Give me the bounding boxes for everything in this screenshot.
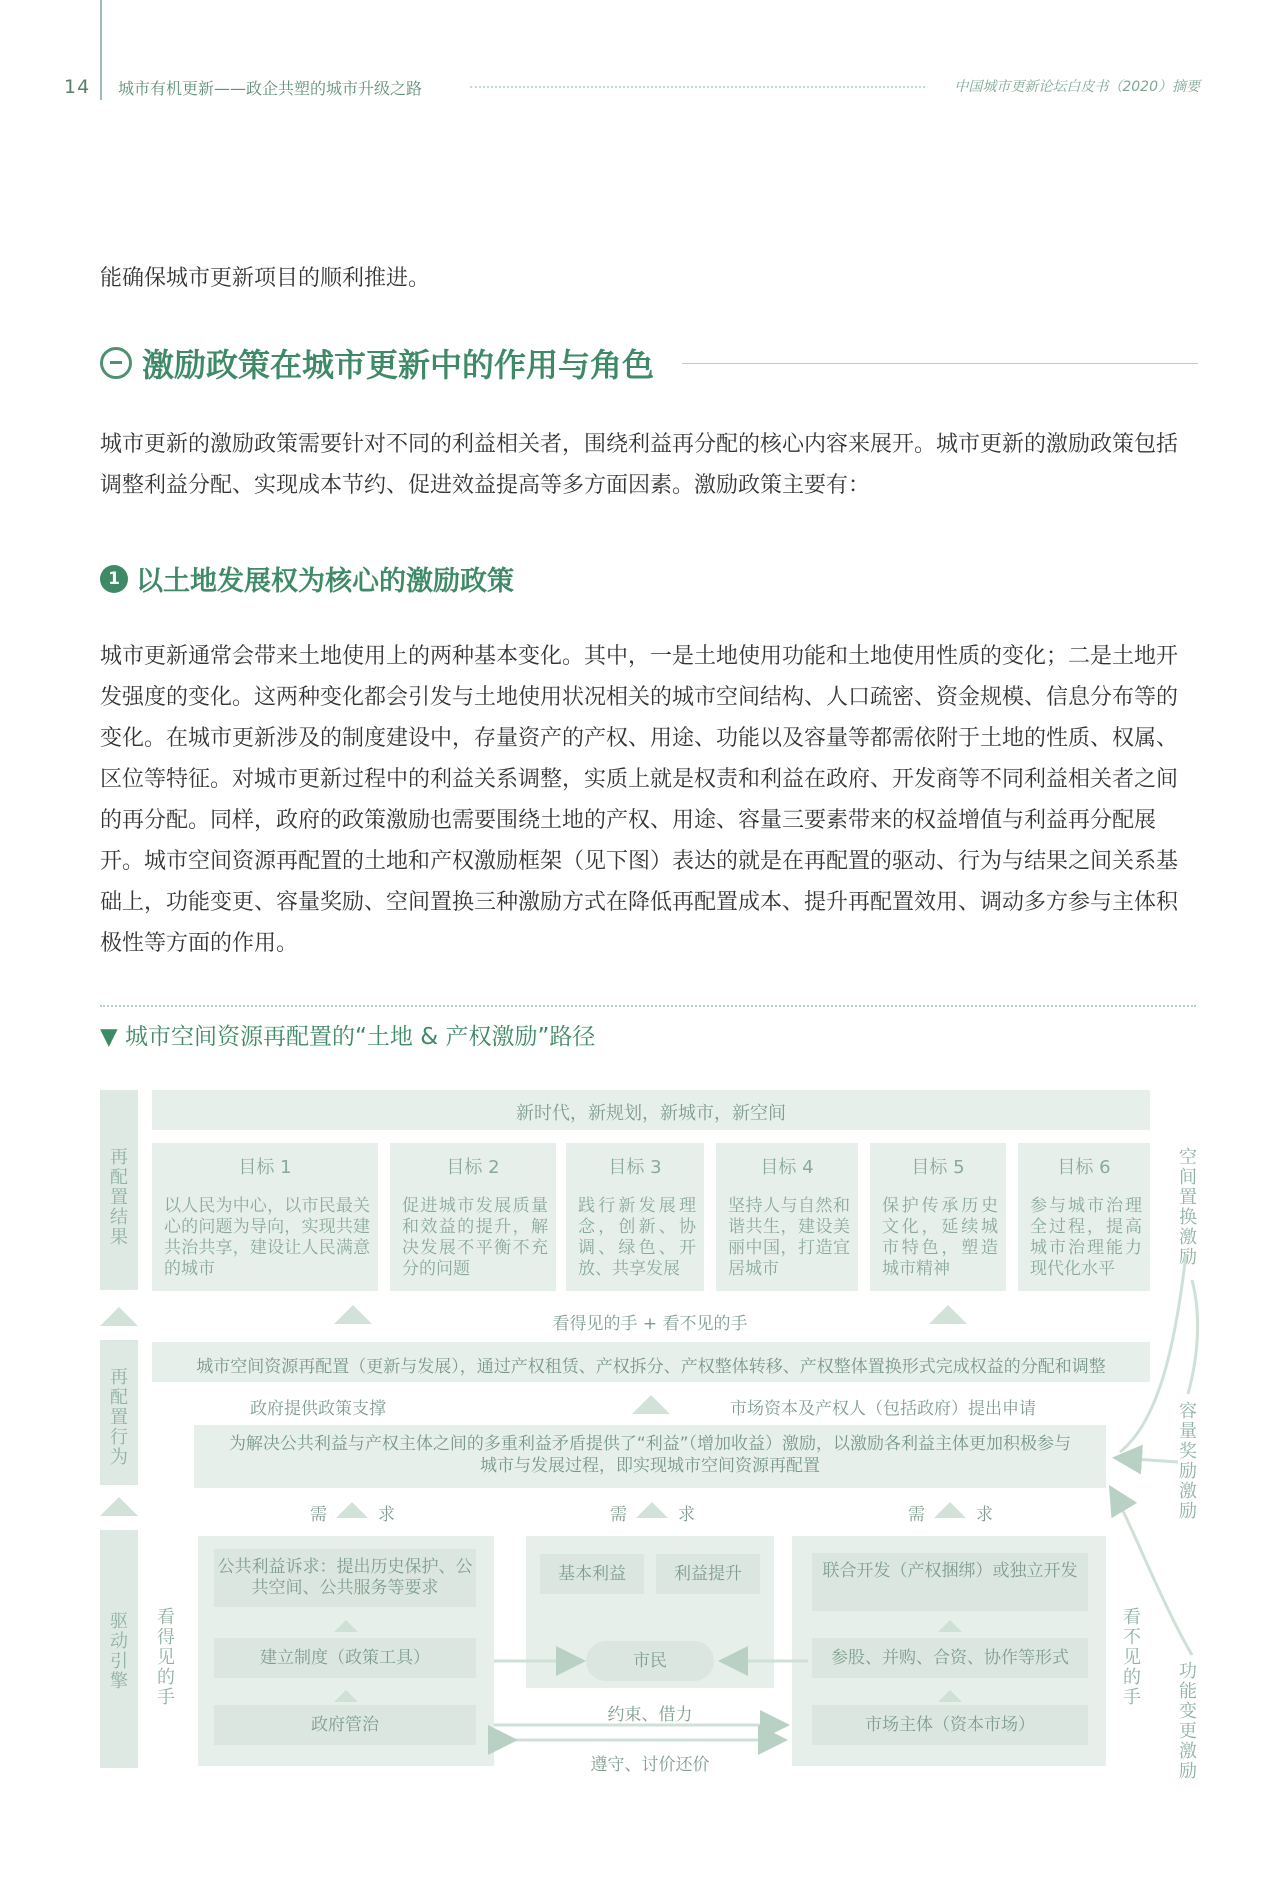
subsection-number: 1	[100, 565, 128, 593]
goal-title: 目标 5	[911, 1157, 965, 1178]
hands-row-text: 看得见的手 + 看不见的手	[552, 1314, 748, 1334]
figure-caption: ▼ 城市空间资源再配置的“土地 & 产权激励”路径	[100, 1024, 596, 1050]
need-label: 需	[310, 1505, 327, 1525]
goal-title: 目标 6	[1057, 1157, 1111, 1178]
joint-development-box: 联合开发（产权捆绑）或独立开发	[812, 1553, 1088, 1611]
visible-hand-label: 看得见的手	[157, 1607, 175, 1708]
section-intro: 城市更新的激励政策需要针对不同的利益相关者，围绕利益再分配的核心内容来展开。城市更新的激励政策包括调整利益分配、实现成本节约、促进效益提高等多方面因素。激励政策主要有：	[100, 432, 1179, 498]
label-result: 再配置结果	[110, 1147, 128, 1248]
series-title: 中国城市更新论坛白皮书（2020）摘要	[954, 79, 1200, 95]
market-apply-label: 市场资本及产权人（包括政府）提出申请	[730, 1399, 1036, 1419]
goal-title: 目标 4	[760, 1157, 814, 1178]
institution-box: 建立制度（政策工具）	[214, 1638, 476, 1678]
goal-description: 保护传承历史文化，延续城市特色，塑造城市精神	[882, 1196, 998, 1279]
running-title: 城市有机更新——政企共塑的城市升级之路	[118, 79, 423, 98]
citizen-node: 市民	[586, 1641, 714, 1681]
arrow-to-incentive	[1118, 1458, 1178, 1462]
invisible-hand-label: 看不见的手	[1123, 1607, 1141, 1708]
curve-arrow	[1120, 1254, 1186, 1452]
gov-support-label: 政府提供政策支撑	[250, 1399, 386, 1419]
subsection-title: 以土地发展权为核心的激励政策	[136, 566, 514, 597]
goal-title: 目标 1	[238, 1157, 292, 1178]
ask-label: 求	[976, 1505, 993, 1525]
comply-label: 遵守、讨价还价	[590, 1755, 710, 1775]
incentive-text: 为解决公共利益与产权主体之间的多重利益矛盾提供了“利益”（增加收益）激励，以激励各利益主体更加积极参与城市与发展过程，即实现城市空间资源再配置	[228, 1434, 1072, 1476]
need-label: 需	[908, 1505, 925, 1525]
reallocation-text: 城市空间资源再配置（更新与发展），通过产权租赁、产权拆分、产权整体转移、产权整体置换形式完成权益的分配和调整	[196, 1357, 1106, 1377]
goal-description: 促进城市发展质量和效益的提升，解决发展不平衡不充分的问题	[402, 1196, 548, 1279]
top-banner-text: 新时代，新规划，新城市，新空间	[516, 1103, 786, 1124]
basic-interest-box: 基本利益	[540, 1554, 644, 1594]
goal-title: 目标 3	[608, 1157, 662, 1178]
continued-paragraph: 能确保城市更新项目的顺利推进。	[100, 266, 431, 291]
page-number: 14	[64, 76, 91, 98]
ask-label: 求	[378, 1505, 395, 1525]
goal-description: 参与城市治理全过程，提高城市治理能力现代化水平	[1030, 1196, 1142, 1279]
need-label: 需	[610, 1505, 627, 1525]
goal-description: 坚持人与自然和谐共生，建设美丽中国，打造宜居城市	[728, 1196, 850, 1279]
label-behavior: 再配置行为	[110, 1367, 128, 1468]
interest-upgrade-box: 利益提升	[656, 1554, 760, 1594]
ask-label: 求	[678, 1505, 695, 1525]
label-space-replacement: 空间置换激励	[1179, 1147, 1197, 1268]
constraint-label: 约束、借力	[607, 1705, 693, 1725]
goal-description: 践行新发展理念，创新、协调、绿色、开放、共享发展	[578, 1196, 696, 1279]
market-entity-box: 市场主体（资本市场）	[812, 1705, 1088, 1745]
curve-arrow	[1188, 1280, 1198, 1394]
governance-box: 政府管治	[214, 1705, 476, 1745]
label-driver: 驱动引擎	[110, 1611, 128, 1692]
goal-title: 目标 2	[446, 1157, 500, 1178]
curve-arrow	[1112, 1490, 1192, 1655]
label-function-change: 功能变更激励	[1179, 1661, 1197, 1782]
section-title: 激励政策在城市更新中的作用与角色	[142, 346, 655, 384]
subsection-paragraph: 城市更新通常会带来土地使用上的两种基本变化。其中，一是土地使用功能和土地使用性质的变化；二是土地开发强度的变化。这两种变化都会引发与土地使用状况相关的城市空间结构、人口疏密、资金规模、信息分布等的变化。在城市更新涉及的制度建设中，存量资产的产权、用途、功能以及容量等都需依附于土地的性质、权属、区位等特征。对城市更新过程中的利益关系调整，实质上就是权责和利益在政府、开发商等不同利益相关者之间的再分配。同样，政府的政策激励也需要围绕土地的产权、用途、容量三要素带来的权益增值与利益再分配展开。城市空间资源再配置的土地和产权激励框架（见下图）表达的就是在再配置的驱动、行为与结果之间关系基础上，功能变更、容量奖励、空间置换三种激励方式在降低再配置成本、提升再配置效用、调动多方参与主体积极性等方面的作用。	[100, 644, 1179, 956]
goal-description: 以人民为中心，以市民最关心的问题为导向，实现共建共治共享，建设让人民满意的城市	[164, 1196, 370, 1279]
label-capacity-award: 容量奖励激励	[1179, 1401, 1197, 1522]
cooperation-forms-box: 参股、并购、合资、协作等形式	[812, 1638, 1088, 1678]
public-interest-box: 公共利益诉求：提出历史保护、公共空间、公共服务等要求	[214, 1549, 476, 1607]
